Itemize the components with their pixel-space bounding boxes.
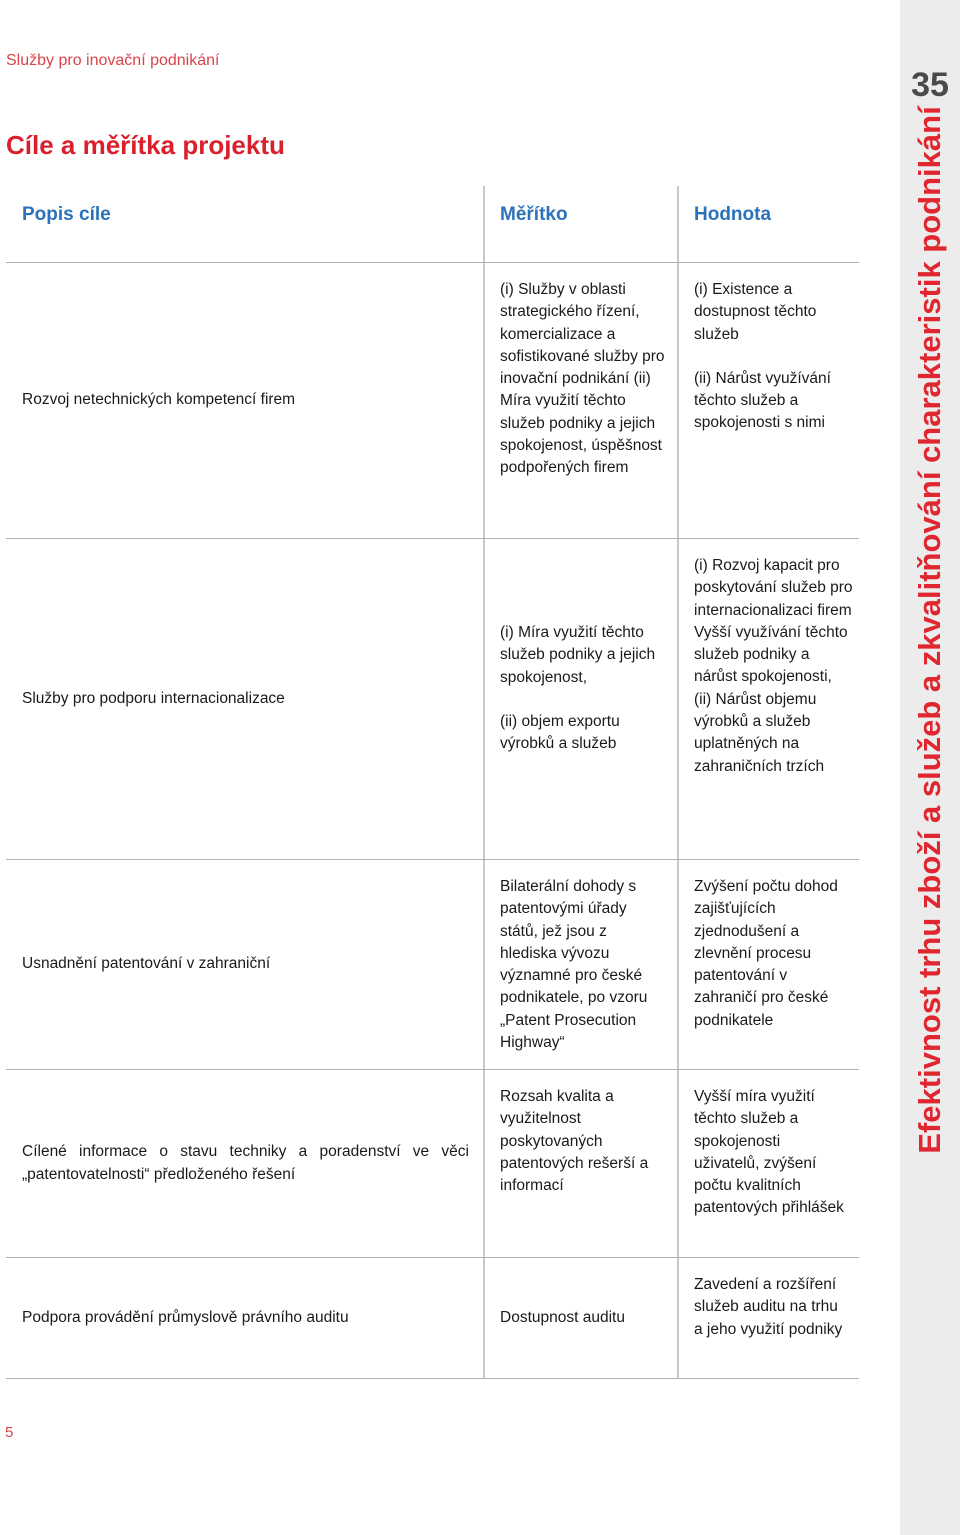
table-row-goal: Rozvoj netechnických kompetencí firem [22,391,296,409]
table-row-value: Zavedení a rozšíření služeb auditu na trhu a jeho využití podniky [694,1276,843,1338]
table-row-value: Vyšší míra využití těchto služeb a spokojenosti uživatelů, zvýšení počtu kvalitních patentových přihlášek [694,1088,844,1217]
page-title: Cíle a měřítka projektu [6,130,285,160]
column-header-measure: Měřítko [500,204,568,225]
page-number: 35 [911,66,949,104]
table-row-goal: Usnadnění patentování v zahraniční [22,955,271,973]
table-row-goal: Podpora provádění průmyslově právního auditu [22,1308,349,1326]
side-chapter-title: Efektivnost trhu zboží a služeb a zkvalitňování charakteristik podnikání [912,106,947,1154]
table-row-measure: (i) Míra využití těchto služeb podniky a jejich spokojenost, (ii) objem exportu výrobků a služeb [500,624,656,753]
table-row-measure: (i) Služby v oblasti strategického řízení, komercializace a sofistikované služby pro inovační podnikání (ii) Míra využití těchto služeb podniky a jejich spokojenost, úspěšnost podpořených firem [500,281,665,477]
table-row-goal: Cílené informace o stavu techniky a poradenství ve věci „patentovatelnosti“ předloženého řešení [22,1143,469,1183]
column-divider [483,186,485,1379]
table-row-measure: Dostupnost auditu [500,1308,625,1326]
table-row-value: Zvýšení počtu dohod zajišťujících zjednodušení a zlevnění procesu patentování v zahraničí pro české podnikatele [694,878,838,1029]
table-row-value: (i) Rozvoj kapacit pro poskytování služeb pro internacionalizaci firem Vyšší využívání těchto služeb podniky a nárůst spokojenosti, (ii) Nárůst objemu výrobků a služeb uplatněných na zahraničních trzích [694,557,853,775]
table-row-measure: Rozsah kvalita a využitelnost poskytovaných patentových rešerší a informací [500,1088,649,1195]
column-divider [677,186,679,1379]
footer-page-number: 5 [5,1424,14,1441]
column-header-goal: Popis cíle [22,204,111,225]
row-divider [6,1378,859,1379]
column-header-value: Hodnota [694,204,772,225]
table-row-value: (i) Existence a dostupnost těchto služeb (ii) Nárůst využívání těchto služeb a spokojenosti s nimi [694,281,831,432]
table-row-goal: Služby pro podporu internacionalizace [22,689,285,707]
table-row-measure: Bilaterální dohody s patentovými úřady států, jež jsou z hlediska vývozu významné pro české podnikatele, po vzoru „Patent Prosecution Highway“ [500,878,648,1052]
running-header: Služby pro inovační podnikání [6,52,220,69]
